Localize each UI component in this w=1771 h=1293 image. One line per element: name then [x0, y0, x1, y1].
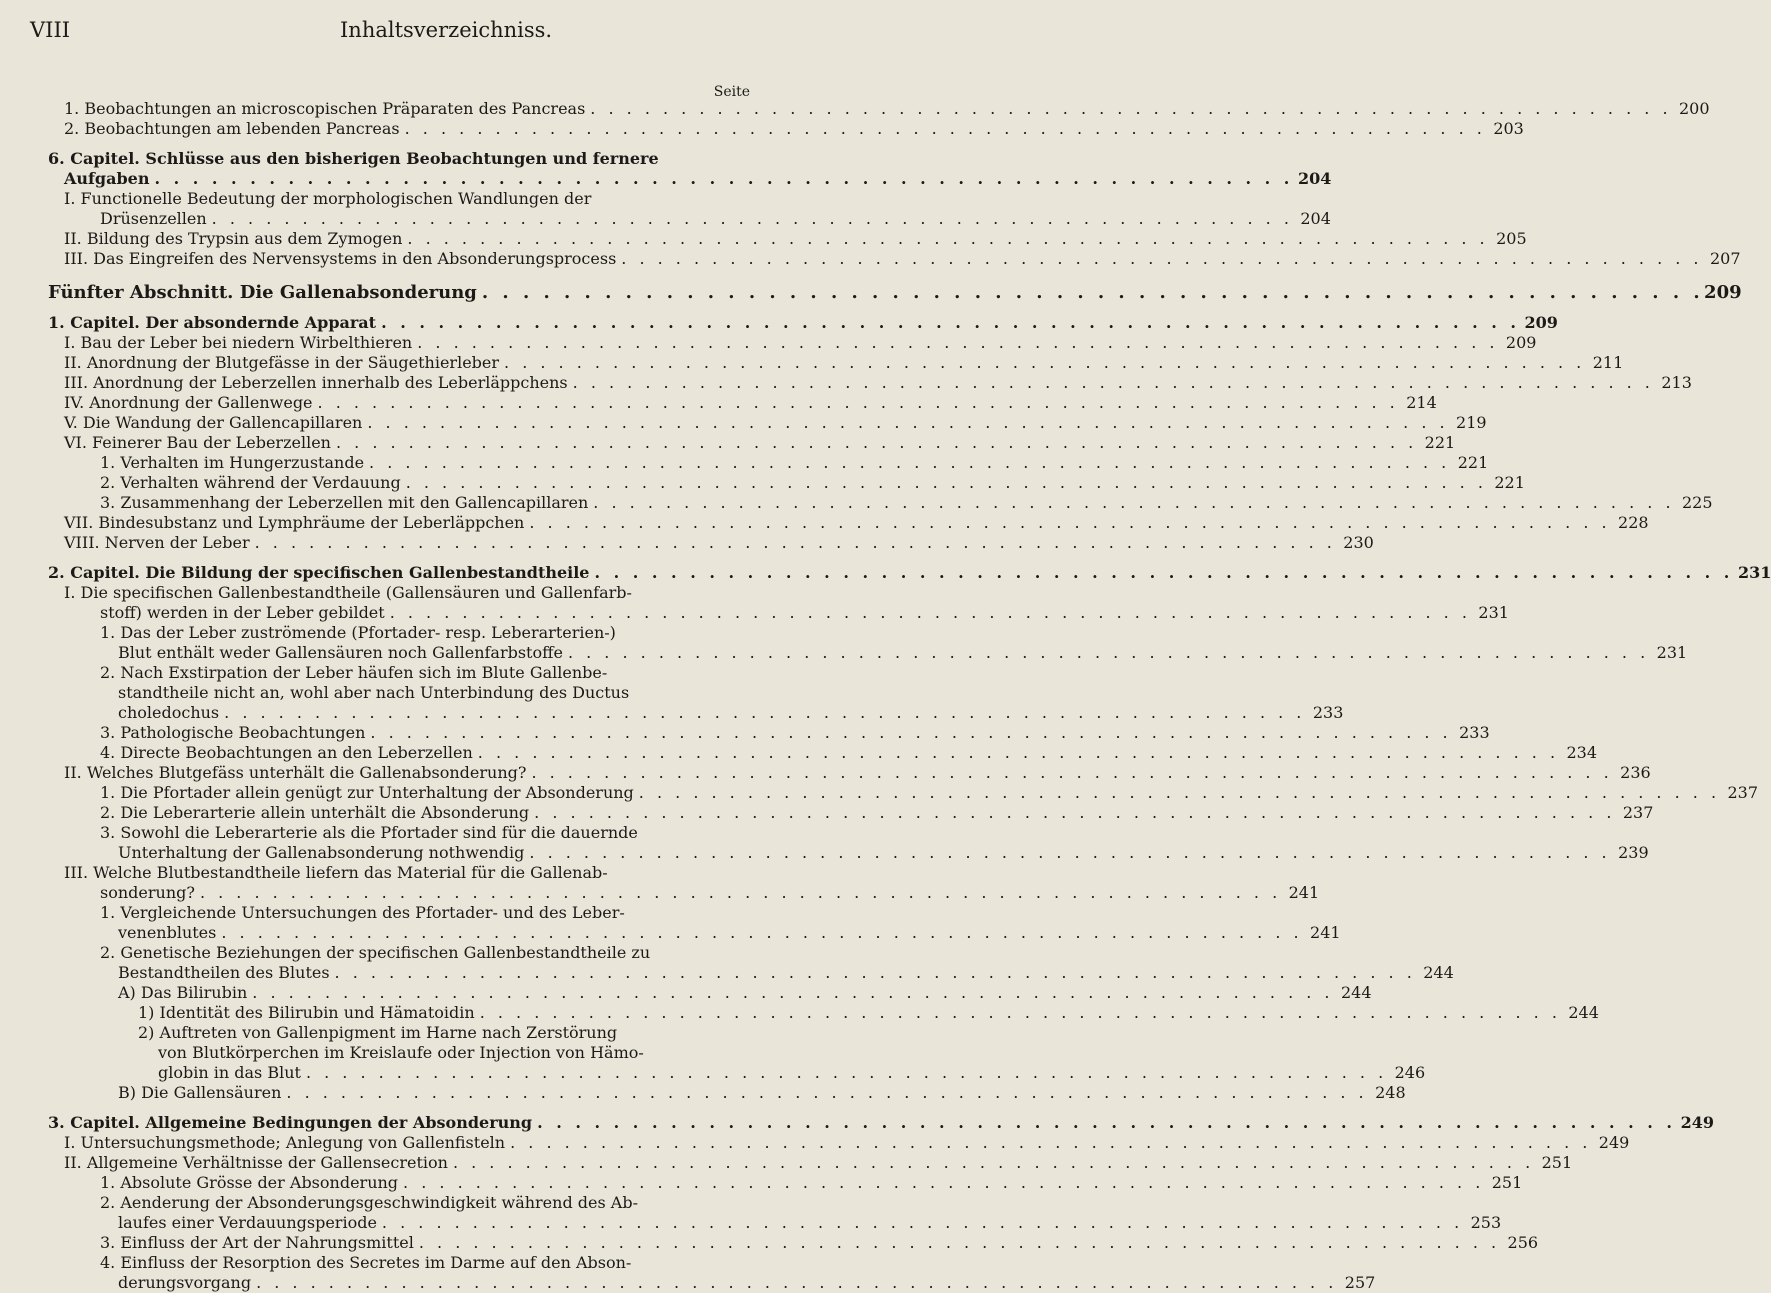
toc-entry: I. Bau der Leber bei niedern Wirbelthieren . . . 209: [48, 333, 750, 353]
toc-chapter-heading: 6. Capitel. Schlüsse aus den bisherigen Beobachtungen und fernere: [48, 149, 659, 168]
toc-entry: A) Das Bilirubin . . . 244: [48, 983, 750, 1003]
toc-entry-line: I. Die specifischen Gallenbestandtheile (Gallensäuren und Gallenfarb-: [64, 583, 632, 602]
toc-entry: 1. Beobachtungen an microscopischen Präparaten des Pancreas . . . 200: [48, 99, 750, 119]
toc-entry: 3. Zusammenhang der Leberzellen mit den Gallencapillaren . . . 225: [48, 493, 750, 513]
toc-entry-line: III. Welche Blutbestandtheile liefern das Material für die Gallenab-: [64, 863, 608, 882]
page-folio: VIII: [30, 18, 71, 42]
toc-entry: II. Allgemeine Verhältnisse der Gallensecretion . . . 251: [48, 1153, 750, 1173]
toc-entry: III. Anordnung der Leberzellen innerhalb des Leberläppchens . . . 213: [48, 373, 750, 393]
toc-entry: 1) Identität des Bilirubin und Hämatoidin . . . 244: [48, 1003, 750, 1023]
toc-entry-line: 1. Das der Leber zuströmende (Pfortader- resp. Leberarterien-): [100, 623, 616, 642]
toc-entry: 2. Beobachtungen am lebenden Pancreas . . . 203: [48, 119, 750, 139]
toc-entry-line: 4. Einfluss der Resorption des Secretes im Darme auf den Abson-: [100, 1253, 632, 1272]
toc-entry: II. Anordnung der Blutgefässe in der Säugethierleber . . . 211: [48, 353, 750, 373]
toc-entry: VI. Feinerer Bau der Leberzellen . . . 221: [48, 433, 750, 453]
toc-entry-line: 2) Auftreten von Gallenpigment im Harne nach Zerstörung: [138, 1023, 618, 1042]
toc-chapter-heading: 1. Capitel. Der absondernde Apparat . . . 209: [48, 313, 750, 333]
page-title: Inhaltsverzeichniss.: [340, 18, 553, 42]
toc-entry: Bestandtheilen des Blutes . . . 244: [48, 963, 750, 983]
toc-entry: Blut enthält weder Gallensäuren noch Gallenfarbstoffe . . . 231: [48, 643, 750, 663]
toc-entry: Drüsenzellen . . . 204: [48, 209, 750, 229]
toc-entry: VIII. Nerven der Leber . . . 230: [48, 533, 750, 553]
toc-entry: globin in das Blut . . . 246: [48, 1063, 750, 1083]
toc-entry-line: von Blutkörperchen im Kreislaufe oder Injection von Hämo-: [158, 1043, 644, 1062]
table-of-contents: [48, 99, 1771, 1293]
toc-entry: V. Die Wandung der Gallencapillaren . . . 219: [48, 413, 750, 433]
toc-entry: II. Welches Blutgefäss unterhält die Gallenabsonderung? . . . 236: [48, 763, 750, 783]
toc-entry: laufes einer Verdauungsperiode . . . 253: [48, 1213, 750, 1233]
toc-entry-line: 3. Sowohl die Leberarterie als die Pfortader sind für die dauernde: [100, 823, 638, 842]
toc-entry: B) Die Gallensäuren . . . 248: [48, 1083, 750, 1103]
toc-entry: 2. Verhalten während der Verdauung . . . 221: [48, 473, 750, 493]
toc-entry: 1. Absolute Grösse der Absonderung . . . 251: [48, 1173, 750, 1193]
toc-chapter-heading: 3. Capitel. Allgemeine Bedingungen der Absonderung . . . 249: [48, 1113, 750, 1133]
toc-entry-line: 2. Aenderung der Absonderungsgeschwindigkeit während des Ab-: [100, 1193, 638, 1212]
toc-chapter-heading: 2. Capitel. Die Bildung der specifischen Gallenbestandtheile . . . 231: [48, 563, 750, 583]
toc-entry-line: 2. Nach Exstirpation der Leber häufen sich im Blute Gallenbe-: [100, 663, 608, 682]
toc-entry: Unterhaltung der Gallenabsonderung nothwendig . . . 239: [48, 843, 750, 863]
toc-entry: Aufgaben . . . 204: [48, 169, 750, 189]
toc-entry: I. Untersuchungsmethode; Anlegung von Gallenfisteln . . . 249: [48, 1133, 750, 1153]
toc-entry: derungsvorgang . . . 257: [48, 1273, 750, 1293]
toc-entry: VII. Bindesubstanz und Lymphräume der Leberläppchen . . . 228: [48, 513, 750, 533]
seite-label: Seite: [713, 84, 750, 100]
toc-entry-line: standtheile nicht an, wohl aber nach Unterbindung des Ductus: [118, 683, 630, 702]
toc-entry-line: 2. Genetische Beziehungen der specifischen Gallenbestandtheile zu: [100, 943, 651, 962]
toc-entry: II. Bildung des Trypsin aus dem Zymogen . . . 205: [48, 229, 750, 249]
toc-entry-line: 1. Vergleichende Untersuchungen des Pfortader- und des Leber-: [100, 903, 625, 922]
toc-entry: 2. Die Leberarterie allein unterhält die Absonderung . . . 237: [48, 803, 750, 823]
toc-entry: stoff) werden in der Leber gebildet . . . 231: [48, 603, 750, 623]
toc-entry-line: I. Functionelle Bedeutung der morphologischen Wandlungen der: [64, 189, 592, 208]
toc-entry: 4. Directe Beobachtungen an den Leberzellen . . . 234: [48, 743, 750, 763]
toc-entry: 1. Verhalten im Hungerzustande . . . 221: [48, 453, 750, 473]
toc-entry: 1. Die Pfortader allein genügt zur Unterhaltung der Absonderung . . . 237: [48, 783, 750, 803]
toc-entry: sonderung? . . . 241: [48, 883, 750, 903]
toc-entry: venenblutes . . . 241: [48, 923, 750, 943]
toc-entry: 3. Pathologische Beobachtungen . . . 233: [48, 723, 750, 743]
toc-entry: 3. Einfluss der Art der Nahrungsmittel . . . 256: [48, 1233, 750, 1253]
toc-entry: choledochus . . . 233: [48, 703, 750, 723]
toc-entry: III. Das Eingreifen des Nervensystems in den Absonderungsprocess . . . 207: [48, 249, 750, 269]
toc-section-heading: Fünfter Abschnitt. Die Gallenabsonderung . . . 209: [48, 283, 750, 303]
toc-entry: IV. Anordnung der Gallenwege . . . 214: [48, 393, 750, 413]
running-head: [30, 18, 770, 58]
